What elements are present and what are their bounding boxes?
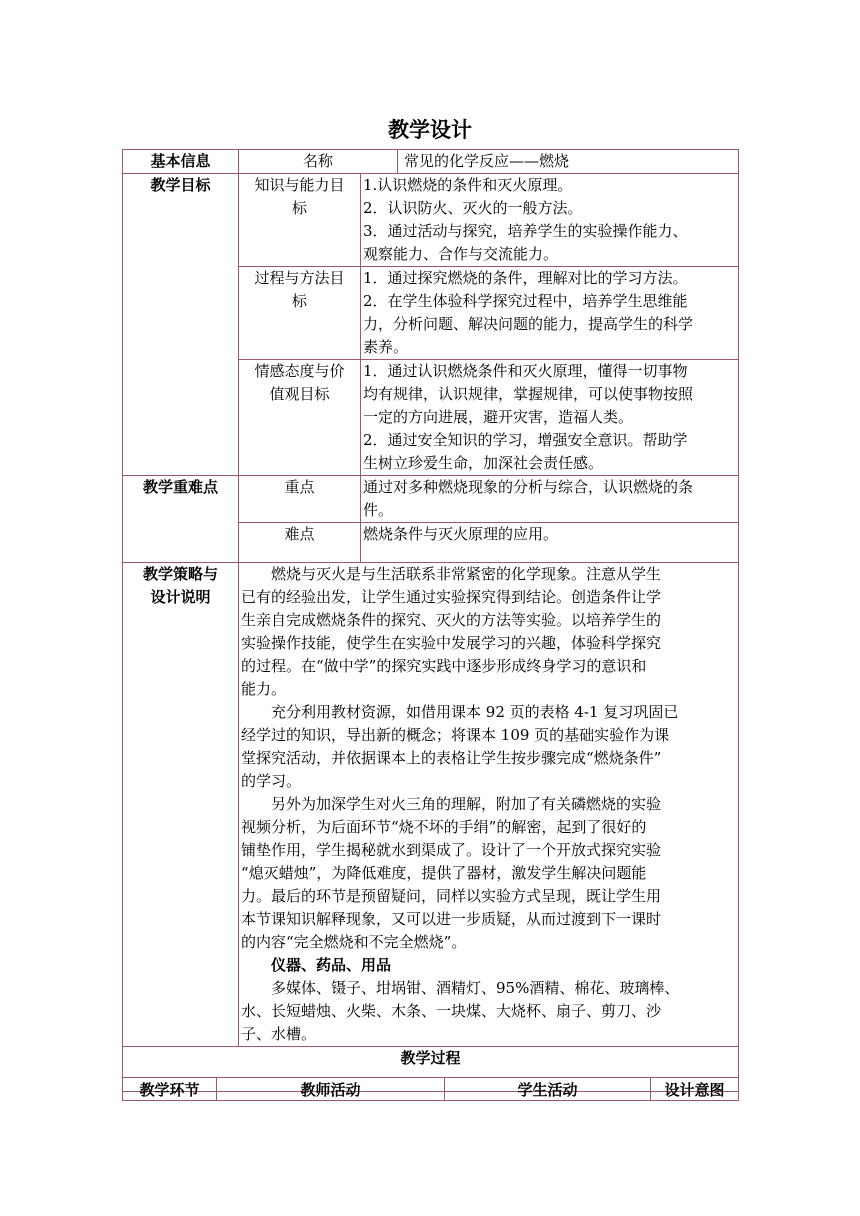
materials-heading: 仪器、药品、用品 <box>271 956 392 974</box>
key-focus-row <box>123 476 739 523</box>
difficulty-content: 燃烧条件与灭火原理的应用。 <box>361 523 739 563</box>
strategy-row <box>123 563 739 1047</box>
process-title: 教学过程 <box>123 1047 739 1092</box>
basic-info-label: 基本信息 <box>123 150 239 174</box>
basic-info-row <box>123 150 739 174</box>
strategy-label: 教学策略与 设计说明 <box>123 563 239 1047</box>
column-design-intent: 设计意图 <box>651 1078 739 1101</box>
name-label: 名称 <box>239 150 398 173</box>
teaching-goals-label: 教学目标 <box>123 174 239 476</box>
column-student-activity: 学生活动 <box>445 1078 651 1101</box>
goals-knowledge-row <box>123 174 739 267</box>
process-goal-content: 1．通过探究燃烧的条件，理解对比的学习方法。 2．在学生体验科学探究过程中，培养学生思维能 力，分析问题、解决问题的能力，提高学生的科学 素养。 <box>361 267 739 360</box>
difficulty-label: 难点 <box>239 523 361 563</box>
focus-content: 通过对多种燃烧现象的分析与综合，认识燃烧的条 件。 <box>361 476 739 523</box>
page-title: 教学设计 <box>388 118 472 142</box>
strategy-paragraph-3: 另外为加深学生对火三角的理解，附加了有关磷燃烧的实验 视频分析，为后面环节“烧不坏的手绢”的解密，起到了很好的 铺垫作用，学生揭秘就水到渠成了。设计了一个开放式探究实验 “熄灭蜡烛”，为降低难度，提供了器材，激发学生解决问题能 力。最后的环节是预留疑问，同样以实验方式呈现，既让学生用 本节课知识解释现象，又可以进一步质疑，从而过渡到下一课时 的内容“完全燃烧和不完全燃烧”。 <box>241 795 662 951</box>
lesson-design-table <box>122 149 739 1092</box>
knowledge-goal-label: 知识与能力目 标 <box>239 174 361 267</box>
strategy-content <box>239 563 739 1047</box>
strategy-paragraph-1: 燃烧与灭火是与生活联系非常紧密的化学现象。注意从学生 已有的经验出发，让学生通过实验探究得到结论。创造条件让学 生亲自完成燃烧条件的探究、灭火的方法等实验。以培养学生的 实验操作技能，使学生在实验中发展学习的兴趣，体验科学探究 的过程。在“做中学”的探究实践中逐步形成终身学习的意识和 能力。 <box>241 565 662 698</box>
emotion-goal-content: 1．通过认识燃烧条件和灭火原理，懂得一切事物 均有规律，认识规律，掌握规律，可以使事物按照 一定的方向进展，避开灾害，造福人类。 2．通过安全知识的学习，增强安全意识。帮助学 生树立珍爱生命，加深社会责任感。 <box>361 360 739 476</box>
focus-label: 重点 <box>239 476 361 523</box>
column-teacher-activity: 教师活动 <box>217 1078 445 1101</box>
key-difficulty-label: 教学重难点 <box>123 476 239 563</box>
column-stage: 教学环节 <box>123 1078 217 1101</box>
process-goal-label: 过程与方法目 标 <box>239 267 361 360</box>
emotion-goal-label: 情感态度与价 值观目标 <box>239 360 361 476</box>
process-header-row <box>123 1078 739 1101</box>
knowledge-goal-content: 1.认识燃烧的条件和灭火原理。 2．认识防火、灭火的一般方法。 3．通过活动与探究，培养学生的实验操作能力、 观察能力、合作与交流能力。 <box>361 174 739 267</box>
strategy-paragraph-2: 充分利用教材资源，如借用课本 92 页的表格 4-1 复习巩固已 经学过的知识，导出新的概念；将课本 109 页的基础实验作为课 堂探究活动，并依据课本上的表格让学生按步骤完成“燃烧条件” 的学习。 <box>241 703 679 790</box>
course-name: 常见的化学反应——燃烧 <box>404 152 570 170</box>
materials-list: 多媒体、镊子、坩埚钳、酒精灯、95%酒精、棉花、玻璃棒、 水、长短蜡烛、火柴、木条、一块煤、大烧杯、扇子、剪刀、沙 子、水槽。 <box>241 979 680 1043</box>
process-header-table <box>122 1077 739 1101</box>
